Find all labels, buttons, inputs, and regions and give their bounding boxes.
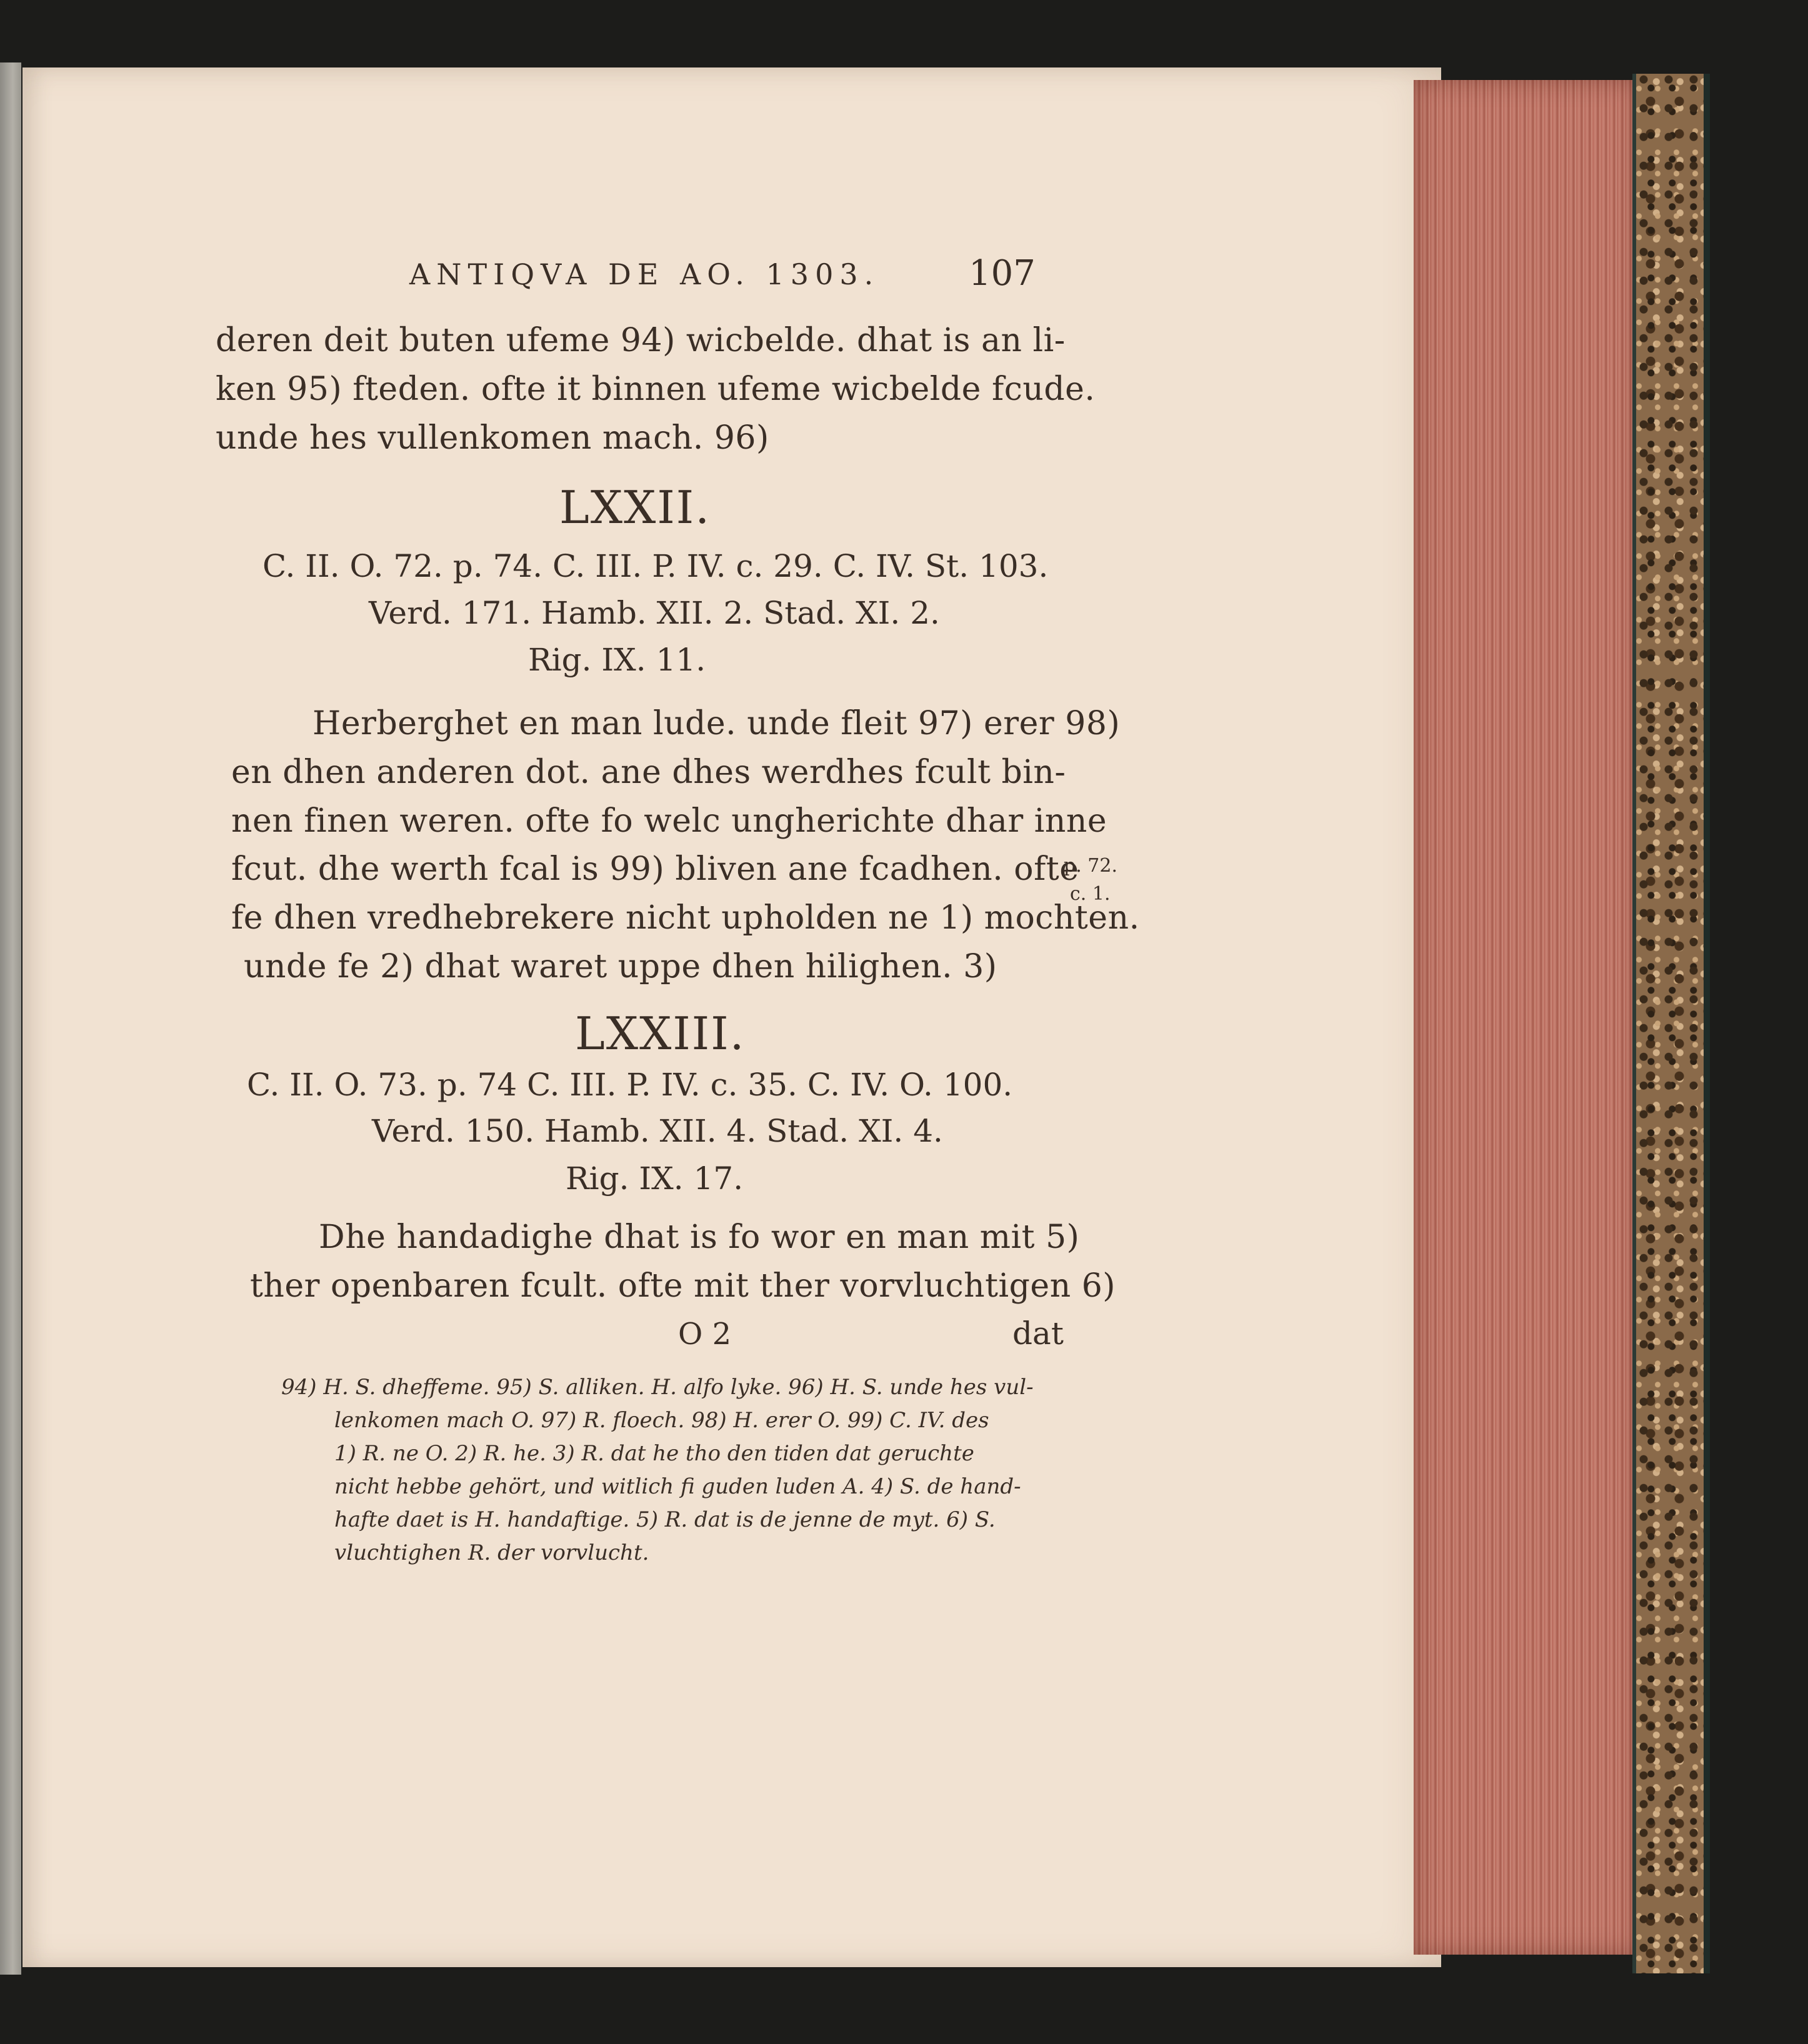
text-line: Herberghet en man lude. unde fleit 97) erer 98) <box>312 705 1121 742</box>
text-line: deren deit buten ufeme 94) wicbelde. dhat is an li- <box>216 322 1066 359</box>
running-head-title: ANTIQVA DE AO. 1303. <box>409 257 880 291</box>
concordance-line: C. II. O. 72. p. 74. C. III. P. IV. c. 29. C. IV. St. 103. <box>262 548 1049 584</box>
footnote-line: 94) H. S. dheffeme. 95) S. alliken. H. alfo lyke. 96) H. S. unde hes vul- <box>281 1375 1034 1400</box>
book-cover-spine <box>1632 74 1710 1973</box>
concordance-line: C. II. O. 73. p. 74 C. III. P. IV. c. 35. C. IV. O. 100. <box>247 1067 1013 1103</box>
footnote-line: lenkomen mach O. 97) R. floech. 98) H. erer O. 99) C. IV. des <box>334 1408 989 1433</box>
text-line: unde hes vullenkomen mach. 96) <box>216 419 769 457</box>
section-numeral: LXXII. <box>559 481 711 534</box>
text-line: unde fe 2) dhat waret uppe dhen hilighen. 3) <box>244 948 997 985</box>
signature-mark: O 2 <box>678 1317 732 1352</box>
margin-note: c. 1. <box>1070 883 1111 905</box>
text-line: en dhen anderen dot. ane dhes werdhes fcult bin- <box>231 754 1066 791</box>
left-page-edge <box>0 62 21 1975</box>
concordance-line: Verd. 171. Hamb. XII. 2. Stad. XI. 2. <box>369 595 940 631</box>
footnote-line: vluchtighen R. der vorvlucht. <box>334 1540 649 1565</box>
concordance-line: Rig. IX. 17. <box>566 1160 744 1197</box>
text-line: ther openbaren fcult. ofte mit ther vorvluchtigen 6) <box>250 1267 1116 1305</box>
text-line: Dhe handadighe dhat is fo wor en man mit 5) <box>319 1219 1080 1256</box>
concordance-line: Rig. IX. 11. <box>528 642 706 678</box>
footnote-line: hafte daet is H. handaftige. 5) R. dat is de jenne de myt. 6) S. <box>334 1507 996 1532</box>
section-numeral: LXXIII. <box>575 1007 746 1060</box>
catchword: dat <box>1012 1315 1064 1352</box>
text-line: fcut. dhe werth fcal is 99) bliven ane fcadhen. ofte <box>231 850 1079 888</box>
footnote-line: nicht hebbe gehört, und witlich fi guden luden A. 4) S. de hand- <box>334 1474 1021 1499</box>
page-edges <box>1414 80 1639 1955</box>
margin-note: p. 72. <box>1064 855 1117 877</box>
text-line: fe dhen vredhebrekere nicht upholden ne 1) mochten. <box>231 899 1140 937</box>
page-number: 107 <box>969 253 1036 294</box>
concordance-line: Verd. 150. Hamb. XII. 4. Stad. XI. 4. <box>372 1113 943 1149</box>
text-line: nen finen weren. ofte fo welc ungherichte dhar inne <box>231 802 1107 840</box>
text-line: ken 95) fteden. ofte it binnen ufeme wicbelde fcude. <box>216 371 1096 408</box>
footnote-line: 1) R. ne O. 2) R. he. 3) R. dat he tho den tiden dat geruchte <box>334 1441 974 1466</box>
